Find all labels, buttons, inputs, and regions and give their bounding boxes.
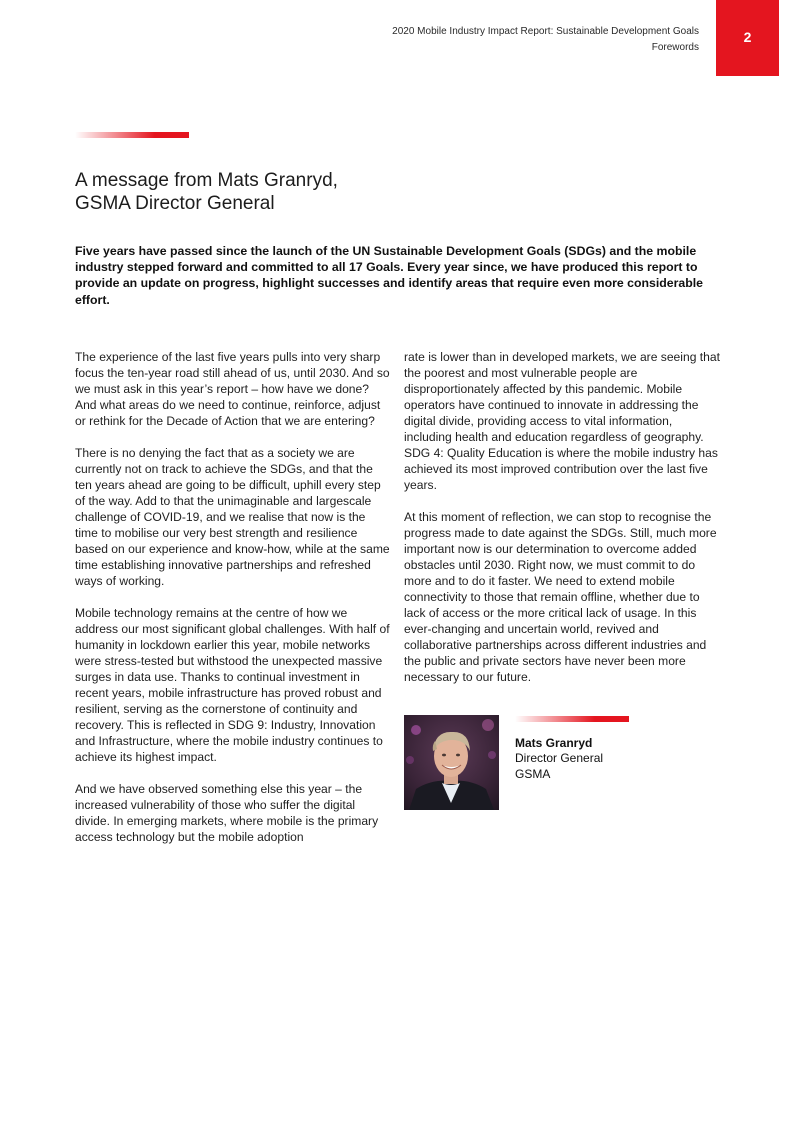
- body-paragraph: rate is lower than in developed markets, we are seeing that the poorest and most vulnerable people are disproportionately affected by this pandemic. Mobile operators have continued to innovate in addressing the digital divide, providing access to vital information, including health and education regardless of geography. SDG 4: Quality Education is where the mobile industry has achieved its most improved contribution over the last five years.: [404, 350, 720, 492]
- heading-line-2: GSMA Director General: [75, 192, 275, 214]
- left-column: [75, 349, 391, 861]
- intro-paragraph: Five years have passed since the launch of the UN Sustainable Development Goals (SDGs) and the mobile industry stepped forward and committed to all 17 Goals. Every year since, we have produced this report to provide an update on progress, highlight successes and identify areas that require even more considerable effort.: [75, 244, 703, 307]
- report-title: 2020 Mobile Industry Impact Report: Sustainable Development Goals: [392, 26, 699, 37]
- body-paragraph: And we have observed something else this year – the increased vulnerability of those who suffer the digital divide. In emerging markets, where mobile is the primary access technology but the mobile adoption: [75, 782, 379, 844]
- portrait-image: [404, 715, 499, 810]
- signatory-role: Director General: [515, 751, 604, 765]
- page-number-box: [716, 0, 779, 76]
- page-number: 2: [743, 29, 752, 45]
- signature-accent-rule: [515, 716, 629, 722]
- body-paragraph: There is no denying the fact that as a society we are currently not on track to achieve the SDGs, and that the ten years ahead are going to be difficult, uphill every step of the way. Add to that the unimaginable and largescale challenge of COVID-19, and we realise that now is the time to mobilise our very best strength and resilience based on our experience and know-how, while at the same time establishing innovative partnerships and refreshed ways of working.: [75, 446, 390, 588]
- portrait-photo: [404, 715, 499, 810]
- heading-accent-rule: [75, 132, 189, 138]
- body-paragraph: At this moment of reflection, we can stop to recognise the progress made to date against the SDGs. Still, much more important now is our determination to overcome added obstacles until 2030. Right now, we must commit to do more and to do it faster. We need to extend mobile connectivity to those that remain offline, whether due to lack of access or the more critical lack of usage. In this ever-changing and uncertain world, revived and collaborative partnerships across different industries and the public and private sectors have never been more necessary to our future.: [404, 510, 717, 684]
- body-paragraph: The experience of the last five years pulls into very sharp focus the ten-year road still ahead of us, until 2030. And so we must ask in this year’s report – how have we done? And what areas do we need to continue, reinforce, adjust or rethink for the Decade of Action that we are entering?: [75, 350, 390, 428]
- body-paragraph: Mobile technology remains at the centre of how we address our most significant global challenges. With half of humanity in lockdown earlier this year, mobile networks were stress-tested but withstood the unexpected massive surges in data use. Thanks to continual investment in recent years, mobile infrastructure has proved robust and resilient, serving as the cornerstone of continuity and recovery. This is reflected in SDG 9: Industry, Innovation and Infrastructure, where the mobile industry continues to achieve its highest impact.: [75, 606, 390, 764]
- heading-line-1: A message from Mats Granryd,: [75, 169, 338, 191]
- page-heading: [75, 169, 495, 215]
- signatory-name: Mats Granryd: [515, 736, 593, 750]
- signatory-organisation: GSMA: [515, 767, 551, 781]
- right-column: [404, 349, 720, 701]
- section-label: Forewords: [651, 42, 699, 53]
